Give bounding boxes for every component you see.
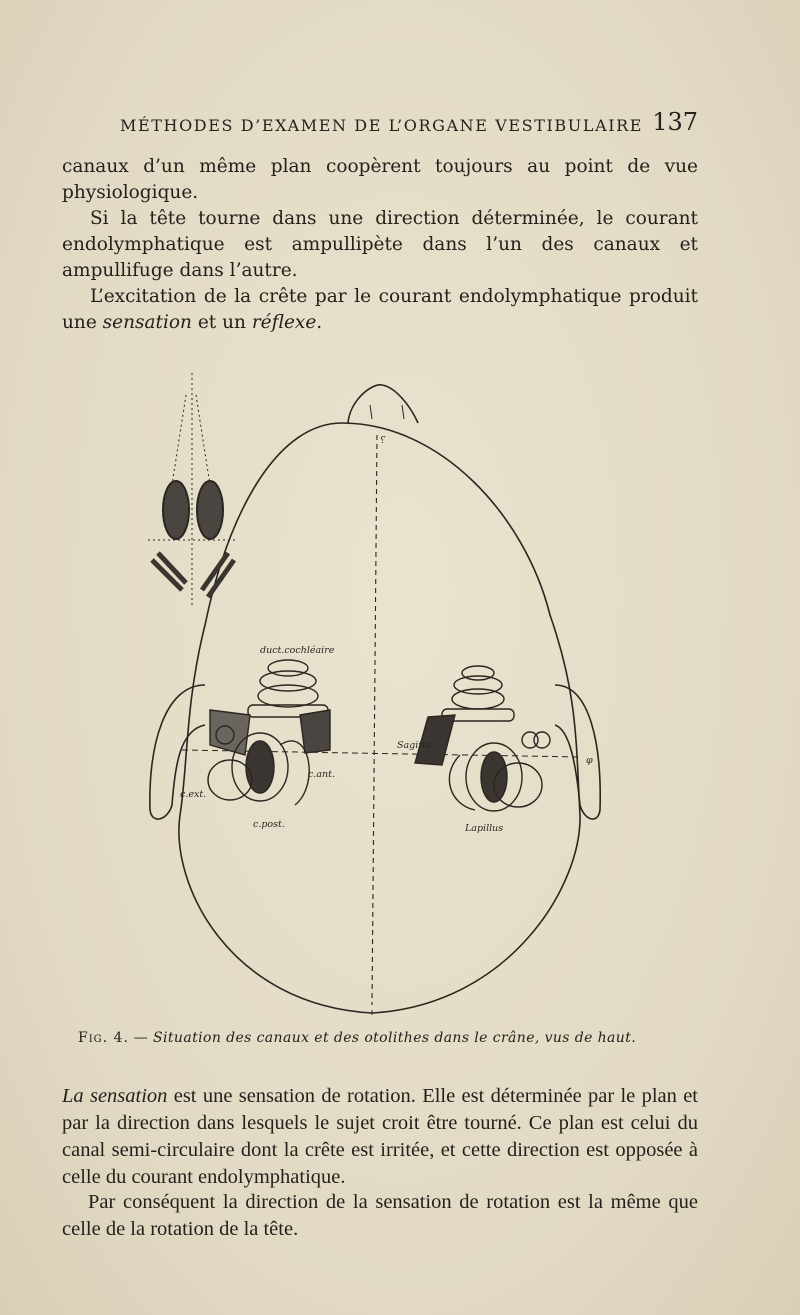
paragraph-3-text-b: et un	[191, 312, 252, 333]
skull-diagram-figure	[110, 365, 630, 1025]
running-title: MÉTHODES D’EXAMEN DE L’ORGANE VESTIBULAIRE	[120, 116, 644, 135]
paragraph-4-text: est une sensation de rotation. Elle est déterminée par le plan et par la direction dans lesquels le sujet croit être tourné. Ce plan est celui du canal semi-circulaire dont la crête est irritée, et cette direction est opposée à celle du courant endolymphatique.	[62, 1085, 698, 1188]
right-ear	[555, 685, 600, 819]
label-c-ant: c.ant.	[308, 769, 335, 780]
right-oval	[197, 481, 223, 539]
figure-caption	[78, 1030, 718, 1046]
left-labyrinth	[208, 660, 330, 805]
paragraph-1: canaux d’un même plan coopèrent toujours au point de vue physiologique.	[62, 156, 698, 203]
paragraph-3-text-a: L’excitation de la crête par le courant endolymphatique produit une	[62, 286, 698, 333]
top-mark: ⸮	[380, 435, 386, 446]
reflexe-term: réflexe	[251, 312, 317, 333]
paragraph-3-text-c: .	[316, 312, 323, 333]
inset-otoliths	[148, 373, 235, 605]
right-labyrinth	[415, 666, 550, 811]
caption-dash: —	[128, 1030, 154, 1046]
label-sagitta: Sagitta	[397, 740, 432, 751]
right-mark: φ	[586, 755, 593, 766]
left-oval	[163, 481, 189, 539]
label-lapillus: Lapillus	[465, 823, 504, 834]
figure-label: Fig. 4.	[78, 1030, 129, 1046]
midline	[372, 435, 377, 1005]
label-c-post: c.post.	[253, 819, 285, 830]
paragraph-2: Si la tête tourne dans une direction déterminée, le courant endolymphatique est ampullipète dans l’un des canaux et ampullifuge dans l’autre.	[62, 208, 698, 281]
la-sensation-term: La sensation	[62, 1085, 168, 1107]
nose-outline	[348, 385, 418, 423]
page-number: 137	[652, 108, 698, 136]
label-duct-cochleaire: duct.cochléaire	[260, 645, 335, 656]
label-c-ext: c.ext.	[180, 789, 207, 800]
skull-diagram	[110, 365, 630, 1025]
paragraph-5: Par conséquent la direction de la sensation de rotation est la même que celle de la rotation de la tête.	[62, 1191, 698, 1240]
caption-text: Situation des canaux et des otolithes dans le crâne, vus de haut.	[153, 1030, 637, 1046]
sensation-term: sensation	[102, 312, 192, 333]
paragraph-3	[62, 284, 698, 336]
running-head	[62, 108, 698, 142]
paragraph-4	[62, 1083, 698, 1191]
